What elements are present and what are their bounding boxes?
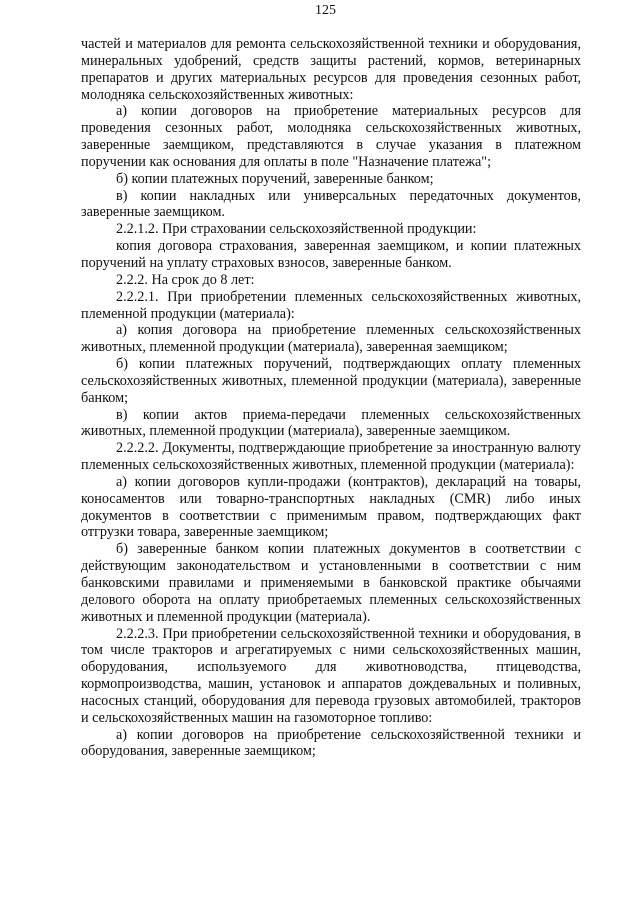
paragraph: частей и материалов для ремонта сельскохозяйственной техники и оборудования, минеральных удобрений, средств защиты растений, кормов, ветеринарных препаратов и других материальных ресурсов для проведения сезонных работ, молодняка сельскохозяйственных животных: — [81, 36, 581, 103]
paragraph: 2.2.2. На срок до 8 лет: — [116, 271, 255, 288]
paragraph: а) копия договора на приобретение племенных сельскохозяйственных животных, племенной продукции (материала), заверенная заемщиком; — [81, 322, 581, 356]
paragraph: а) копии договоров на приобретение материальных ресурсов для проведения сезонных работ, молодняка сельскохозяйственных животных, заверенные заемщиком, представляются в случае указания в платежном поручении как основания для оплаты в поле "Назначение платежа"; — [81, 103, 581, 170]
paragraph: в) копии накладных или универсальных передаточных документов, заверенные заемщиком. — [81, 187, 581, 221]
paragraph: б) заверенные банком копии платежных документов в соответствии с действующим законодательством и установленными в соответствии с ним банковскими правилами и применяемыми в банковской практике обычаями делового оборота на оплату приобретаемых племенных сельскохозяйственных животных и племенной продукции (материала). — [81, 541, 581, 625]
paragraph: 2.2.2.2. Документы, подтверждающие приобретение за иностранную валюту племенных сельскохозяйственных животных, племенной продукции (материала): — [81, 440, 581, 474]
paragraph: а) копии договоров на приобретение сельскохозяйственной техники и оборудования, заверенные заемщиком; — [81, 726, 581, 760]
paragraph: 2.2.2.1. При приобретении племенных сельскохозяйственных животных, племенной продукции (материала): — [81, 288, 581, 322]
paragraph: 2.2.2.3. При приобретении сельскохозяйственной техники и оборудования, в том числе тракторов и агрегатируемых с ними сельскохозяйственных машин, оборудования, используемого для животноводства, птицеводства, кормопроизводства, машин, установок и аппаратов дождевальных и поливных, насосных станций, оборудования для перевода грузовых автомобилей, тракторов и сельскохозяйственных машин на газомоторное топливо: — [81, 625, 581, 726]
paragraph: в) копии актов приема-передачи племенных сельскохозяйственных животных, племенной продукции (материала), заверенные заемщиком. — [81, 406, 581, 440]
paragraph: б) копии платежных поручений, заверенные банком; — [116, 170, 434, 187]
page-number: 125 — [315, 3, 336, 18]
paragraph: б) копии платежных поручений, подтверждающих оплату племенных сельскохозяйственных животных, племенной продукции (материала), заверенные банком; — [81, 356, 581, 406]
document-body — [81, 36, 581, 760]
paragraph: копия договора страхования, заверенная заемщиком, и копии платежных поручений на уплату страховых взносов, заверенные банком. — [81, 238, 581, 271]
paragraph: 2.2.1.2. При страховании сельскохозяйственной продукции: — [116, 221, 477, 238]
paragraph: а) копии договоров купли-продажи (контрактов), деклараций на товары, коносаментов или товарно-транспортных накладных (CMR) либо иных документов в соответствии с применимым правом, подтверждающих факт отгрузки товара, заверенные заемщиком; — [81, 473, 581, 541]
